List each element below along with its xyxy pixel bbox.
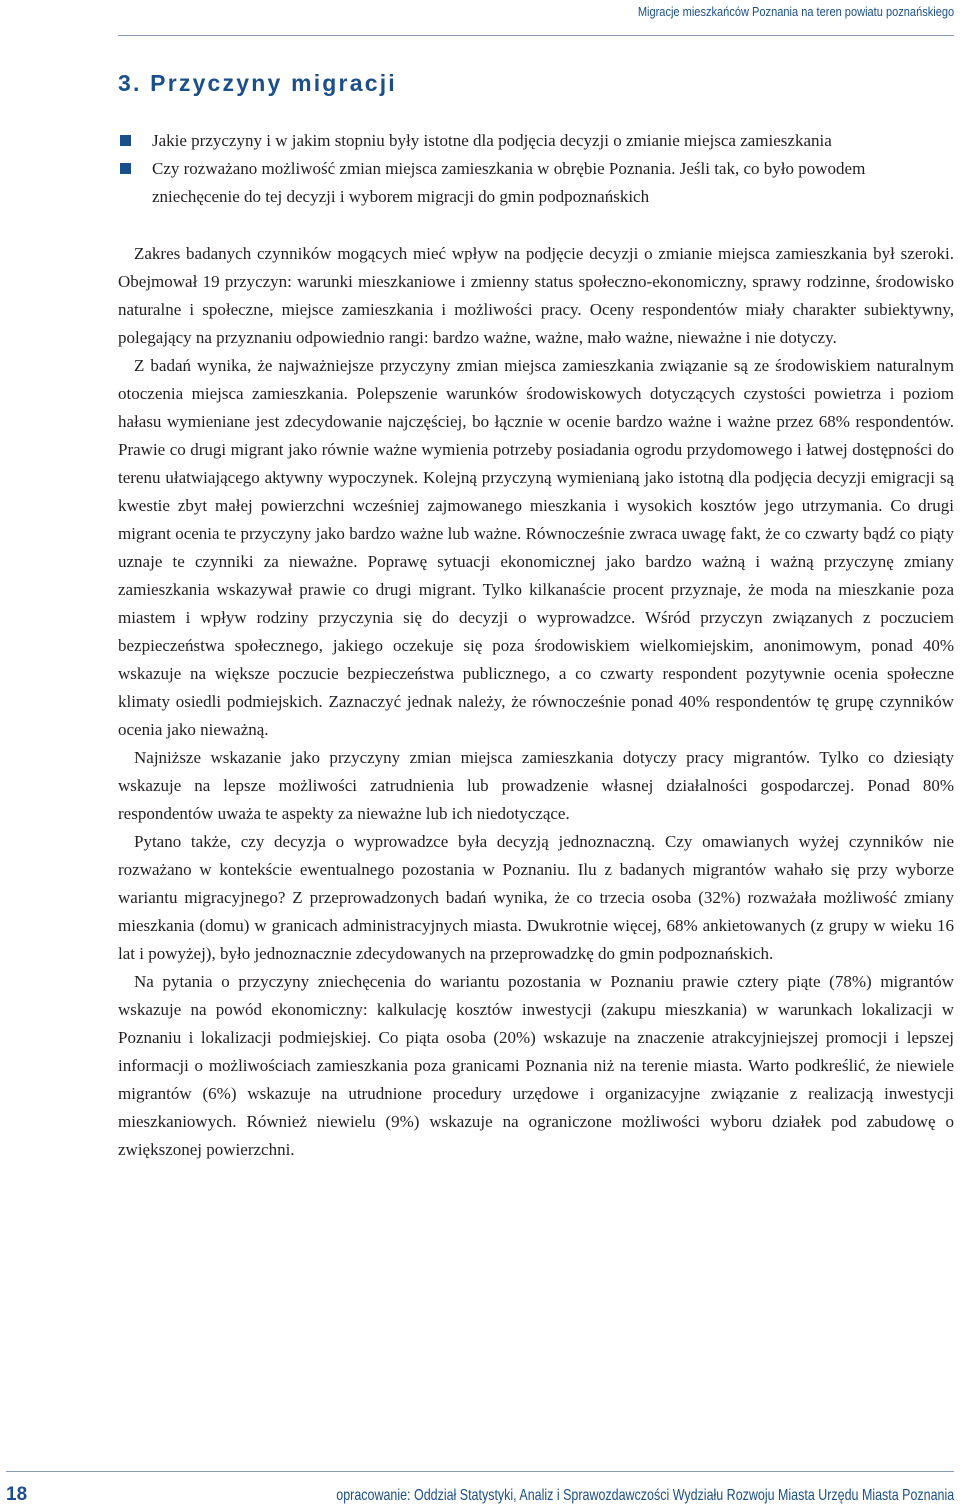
- bullet-text: Jakie przyczyny i w jakim stopniu były istotne dla podjęcia decyzji o zmianie miejsca zamieszkania: [152, 131, 832, 150]
- footer-credit: opracowanie: Oddział Statystyki, Analiz i Sprawozdawczości Wydziału Rozwoju Miasta Urzędu Miasta Poznania: [336, 1487, 954, 1504]
- footer-divider: [6, 1471, 954, 1472]
- paragraph: Z badań wynika, że najważniejsze przyczyny zmian miejsca zamieszkania związanie są ze środowiskiem naturalnym otoczenia miejsca zamieszkania. Polepszenie warunków środowiskowych dotyczących czystości powietrza i poziom hałasu wymieniane jest zdecydowanie najczęściej, bo łącznie w ocenie bardzo ważne i ważne przez 68% respondentów. Prawie co drugi migrant jako równie ważne wymienia potrzeby posiadania ogrodu przydomowego i łatwej dostępności do terenu ułatwiającego aktywny wypoczynek. Kolejną przyczyną wymienianą jako istotną dla podjęcia decyzji emigracji są kwestie zbyt małej powierzchni wcześniej zajmowanego mieszkania i wysokich kosztów jego utrzymania. Co drugi migrant ocenia te przyczyny jako bardzo ważne lub ważne. Równocześnie zwraca uwagę fakt, że co czwarty bądź co piąty uznaje te czynniki za nieważne. Poprawę sytuacji ekonomicznej jako bardzo ważną i ważną przyczynę zmiany zamieszkania wskazywał prawie co drugi migrant. Tylko kilkanaście procent przyznaje, że moda na mieszkanie poza miastem i wpływ rodziny przyczynia się do decyzji o wyprowadzce. Wśród przyczyn związanych z poczuciem bezpieczeństwa społecznego, jakiego oczekuje się poza środowiskiem wielkomiejskim, anonimowym, ponad 40% wskazuje na większe poczucie bezpieczeństwa publicznego, a co czwarty respondent pozytywnie ocenia społeczne klimaty osiedli podmiejskich. Zaznaczyć jednak należy, że równocześnie ponad 40% respondentów tę grupę czynników ocenia jako nieważną.: [118, 356, 954, 739]
- bullet-item: [118, 127, 954, 155]
- bullet-list: [118, 127, 954, 211]
- paragraph: Zakres badanych czynników mogących mieć wpływ na podjęcie decyzji o zmianie miejsca zamieszkania był szeroki. Obejmował 19 przyczyn: warunki mieszkaniowe i zmienny status społeczno-ekonomiczny, sprawy rodzinne, środowisko naturalne i społeczne, miejsce zamieszkania i możliwości pracy. Oceny respondentów miały charakter subiektywny, polegający na przyznaniu odpowiednio rangi: bardzo ważne, ważne, mało ważne, nieważne i nie dotyczy.: [118, 244, 954, 347]
- header-divider: [118, 35, 954, 36]
- body-text: [118, 240, 954, 1164]
- square-bullet-icon: [120, 135, 131, 146]
- bullet-item: [118, 155, 954, 211]
- square-bullet-icon: [120, 163, 131, 174]
- paragraph: Pytano także, czy decyzja o wyprowadzce była decyzją jednoznaczną. Czy omawianych wyżej czynników nie rozważano w kontekście ewentualnego pozostania w Poznaniu. Ilu z badanych migrantów wahało się przy wyborze wariantu migracyjnego? Z przeprowadzonych badań wynika, że co trzecia osoba (32%) rozważała możliwość zmiany mieszkania (domu) w granicach administracyjnych miasta. Dwukrotnie więcej, 68% ankietowanych (z grupy w wieku 16 lat i powyżej), było jednoznacznie zdecydowanych na przeprowadzkę do gmin podpoznańskich.: [118, 832, 954, 963]
- running-header: Migracje mieszkańców Poznania na teren powiatu poznańskiego: [637, 4, 954, 19]
- section-title: 3. Przyczyny migracji: [118, 70, 397, 96]
- paragraph: Na pytania o przyczyny zniechęcenia do wariantu pozostania w Poznaniu prawie cztery piąte (78%) migrantów wskazuje na powód ekonomiczny: kalkulację kosztów inwestycji (zakupu mieszkania) w warunkach lokalizacji w Poznaniu i lokalizacji podmiejskiej. Co piąta osoba (20%) wskazuje na znaczenie atrakcyjniejszej promocji i lepszej informacji o możliwościach zamieszkania poza granicami Poznania niż na terenie miasta. Warto podkreślić, że niewiele migrantów (6%) wskazuje na utrudnione procedury urzędowe i organizacyjne związanie z realizacją inwestycji mieszkaniowych. Również niewielu (9%) wskazuje na ograniczone możliwości wyboru działek pod zabudowę o zwiększonej powierzchni.: [118, 972, 954, 1159]
- paragraph: Najniższe wskazanie jako przyczyny zmian miejsca zamieszkania dotyczy pracy migrantów. Tylko co dziesiąty wskazuje na lepsze możliwości zatrudnienia lub prowadzenie własnej działalności gospodarczej. Ponad 80% respondentów uważa te aspekty za nieważne lub ich niedotyczące.: [118, 748, 954, 823]
- bullet-text: Czy rozważano możliwość zmian miejsca zamieszkania w obrębie Poznania. Jeśli tak, co było powodem zniechęcenie do tej decyzji i wyborem migracji do gmin podpoznańskich: [152, 159, 866, 206]
- page-number: 18: [6, 1484, 28, 1505]
